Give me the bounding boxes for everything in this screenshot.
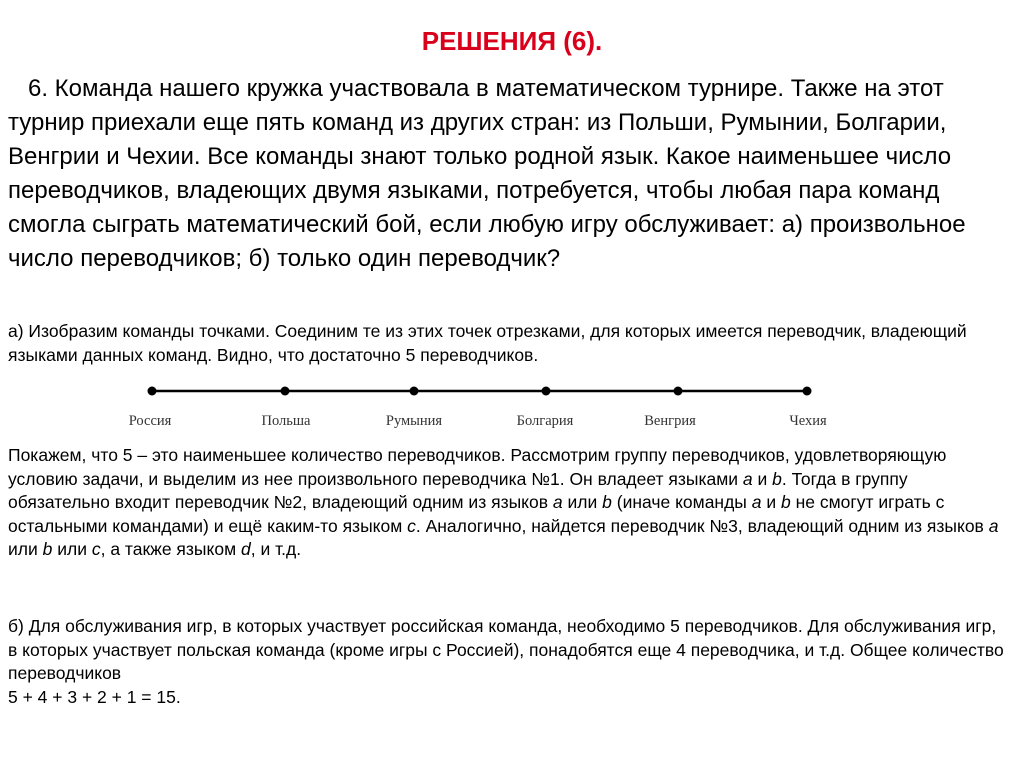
proof-text: (иначе команды [611,492,752,512]
proof-text: или [52,539,92,559]
graph-node-bulgaria [542,387,551,396]
graph-node-czechia [803,387,812,396]
variable-a: a [751,492,762,512]
variable-d: d [241,539,251,559]
variable-c: c [407,515,416,536]
proof-text: , и т.д. [250,539,302,559]
part-b-text: б) Для обслуживания игр, в которых участвует российская команда, необходимо 5 переводчиков. Для обслуживания игр, в которых участвует польская команда (кроме игры с Россией), понадобятся еще 4 переводчика, и т.д. Общее количество переводчиков [8,616,1004,683]
variable-b: b [780,492,791,512]
proof-text: , а также языком [100,539,241,559]
solution-part-b [8,615,1008,709]
solution-part-a: а) Изобразим команды точками. Соединим те из этих точек отрезками, для которых имеется переводчик, владеющий языками данных команд. Видно, что достаточно 5 переводчиков. [8,321,967,365]
graph-node-russia [148,387,157,396]
proof-text: . Тогда в группу обязательно входит переводчик №2, владеющий одним из языков [8,468,908,512]
country-graph-diagram [0,370,1024,440]
proof-text: или [8,539,43,559]
proof-paragraph [8,444,1008,562]
variable-c: c [91,539,101,559]
proof-text: и [761,492,781,512]
graph-label-romania: Румыния [385,413,443,429]
graph-node-hungary [674,387,683,396]
proof-text: . Аналогично, найдется переводчик №3, владеющий одним из языков [415,515,989,536]
proof-text: не смогут играть с остальными командами) и ещё каким-то языком [8,492,945,536]
graph-label-russia: Россия [128,413,172,429]
proof-text: или [562,492,603,512]
graph-label-poland: Польша [261,413,311,429]
graph-node-poland [281,387,290,396]
slide-title: РЕШЕНИЯ (6). [421,26,603,56]
graph-node-romania [410,387,419,396]
graph-label-hungary: Венгрия [644,413,696,429]
variable-b: b [602,492,612,512]
variable-b: b [42,539,53,559]
part-b-sum: 5 + 4 + 3 + 2 + 1 = 15. [8,686,181,707]
problem-statement: 6. Команда нашего кружка участвовала в математическом турнире. Также на этот турнир приехали еще пять команд из других стран: из Польши, Румынии, Болгарии, Венгрии и Чехии. Все команды знают только родной язык. Какое наименьшее число переводчиков, владеющих двумя языками, потребуется, чтобы любая пара команд смогла сыграть математический бой, если любую игру обслуживает: а) произвольное число переводчиков; б) только один переводчик? [8,75,966,272]
proof-text: и [752,468,773,489]
graph-label-bulgaria: Болгария [516,413,574,429]
variable-b: b [772,468,782,489]
graph-label-czechia: Чехия [789,413,827,429]
variable-a: a [552,492,563,512]
variable-a: a [742,468,753,489]
proof-text: Покажем, что 5 – это наименьшее количество переводчиков. Рассмотрим группу переводчиков, удовлетворяющую условию задачи, и выделим из нее произвольного переводчика №1. Он владеет языками [8,445,947,489]
variable-a: a [988,515,999,536]
